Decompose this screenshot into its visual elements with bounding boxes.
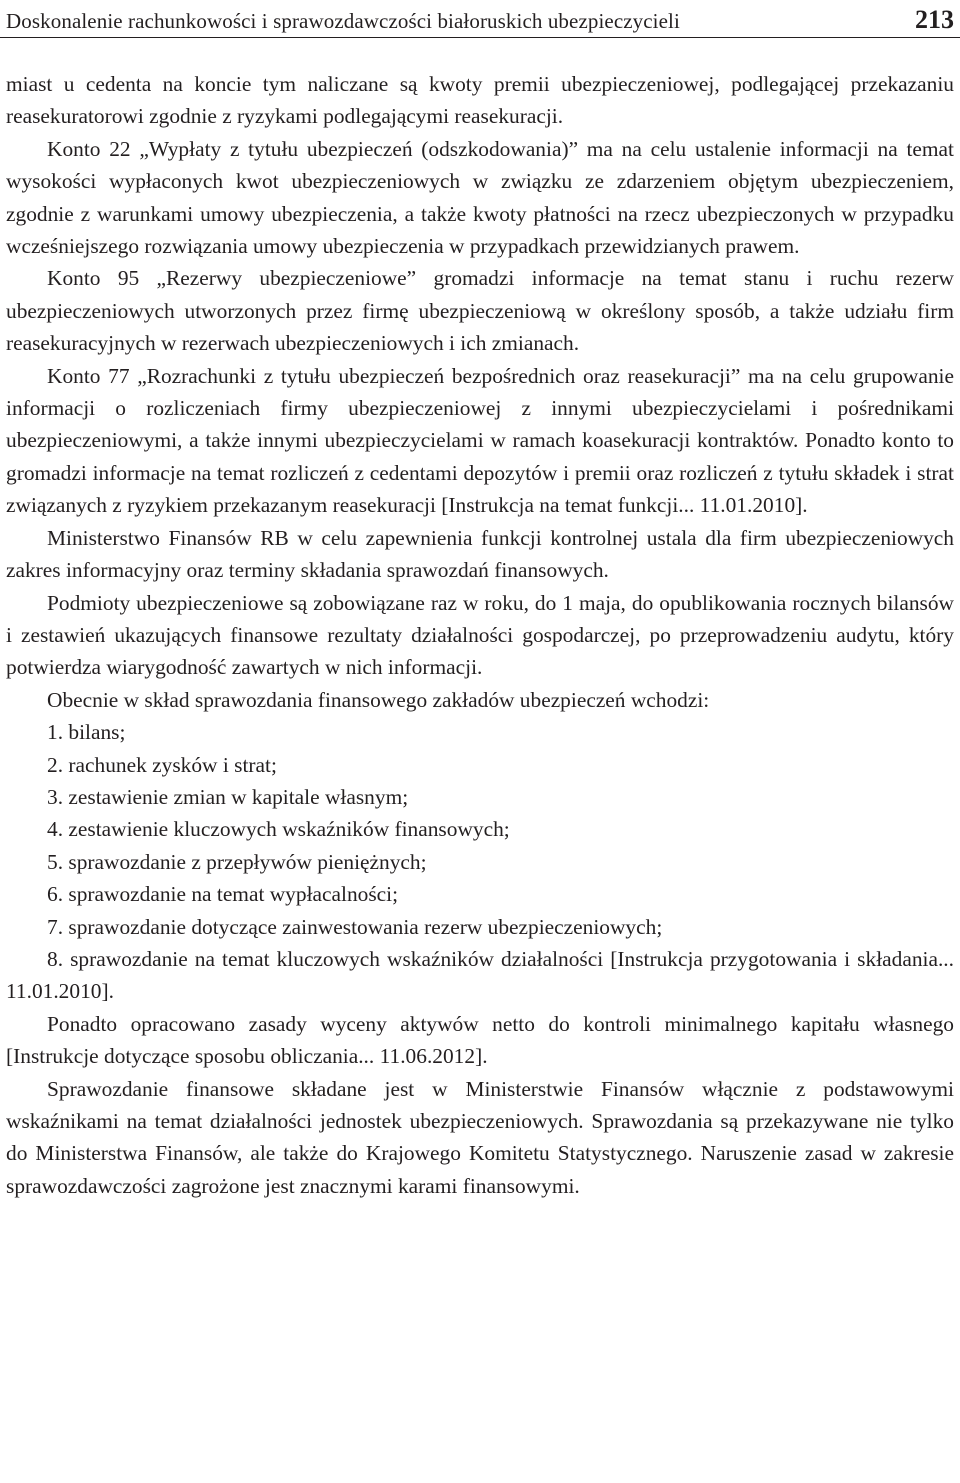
paragraph-ministry: Ministerstwo Finansów RB w celu zapewnienia funkcji kontrolnej ustala dla firm ubezpieczeniowych zakres informacyjny oraz terminy składania sprawozdań finansowych.	[6, 525, 954, 583]
running-header	[0, 0, 960, 38]
paragraph-continuation: miast u cedenta na koncie tym naliczane są kwoty premii ubezpieczeniowej, podlegającej przekazaniu reasekuratorowi zgodnie z ryzykami podlegającymi reasekuracji.	[6, 72, 954, 129]
paragraph-reporting: Sprawozdanie finansowe składane jest w Ministerstwie Finansów włącznie z podstawowymi wskaźnikami na temat działalności jednostek ubezpieczeniowych. Sprawozdania są przekazywane nie tylko do Ministerstwa Finansów, ale także do Krajowego Komitetu Statystycznego. Naruszenie zasad w zakresie sprawozdawczości zagrożone jest znacznymi karami finansowymi.	[6, 1076, 954, 1198]
list-item: 6. sprawozdanie na temat wypłacalności;	[47, 882, 399, 907]
list-item: 7. sprawozdanie dotyczące zainwestowania rezerw ubezpieczeniowych;	[47, 914, 663, 939]
paragraph-konto-77: Konto 77 „Rozrachunki z tytułu ubezpieczeń bezpośrednich oraz reasekuracji” ma na celu grupowanie informacji o rozliczeniach firmy ubezpieczeniowej z innymi ubezpieczycielami i pośrednikami ubezpieczeniowymi, a także innymi ubezpieczycielami w ramach koasekuracji kontraktów. Ponadto konto to gromadzi informacje na temat rozliczeń z cedentami depozytów i premii oraz rozliczeń z tytułu składek i strat związanych z ryzykiem przekazanym reasekuracji [Instrukcja na temat funkcji... 11.01.2010].	[6, 363, 954, 518]
list-item: 1. bilans;	[47, 720, 126, 745]
running-title: Doskonalenie rachunkowości i sprawozdawczości białoruskich ubezpieczycieli	[6, 9, 680, 33]
list-item-8: 8. sprawozdanie na temat kluczowych wskaźników działalności [Instrukcja przygotowania i składania... 11.01.2010].	[6, 946, 954, 1004]
paragraph-obligations: Podmioty ubezpieczeniowe są zobowiązane raz w roku, do 1 maja, do opublikowania rocznych bilansów i zestawień ukazujących finansowe rezultaty działalności gospodarczej, po przeprowadzeniu audytu, który potwierdza wiarygodność zawartych w nich informacji.	[6, 590, 954, 680]
list-item: 2. rachunek zysków i strat;	[47, 752, 277, 777]
list-item: 3. zestawienie zmian w kapitale własnym;	[47, 784, 409, 809]
list-item: 4. zestawienie kluczowych wskaźników finansowych;	[47, 817, 510, 842]
paragraph-konto-95: Konto 95 „Rezerwy ubezpieczeniowe” gromadzi informacje na temat stanu i ruchu rezerw ubezpieczeniowych utworzonych przez firmę ubezpieczeniową w określony sposób, a także udziału firm reasekuracyjnych w rezerwach ubezpieczeniowych i ich zmianach.	[6, 266, 954, 356]
paragraph-list-intro: Obecnie w skład sprawozdania finansowego zakładów ubezpieczeń wchodzi:	[47, 687, 710, 712]
page-number: 213	[915, 5, 954, 34]
paragraph-net-assets: Ponadto opracowano zasady wyceny aktywów netto do kontroli minimalnego kapitału własnego [Instrukcje dotyczące sposobu obliczania... 11.06.2012].	[6, 1011, 954, 1069]
body-text	[6, 68, 954, 1202]
paragraph-konto-22: Konto 22 „Wypłaty z tytułu ubezpieczeń (odszkodowania)” ma na celu ustalenie informacji na temat wysokości wypłaconych kwot ubezpieczeniowych w związku ze zdarzeniem objętym ubezpieczeniem, zgodnie z warunkami umowy ubezpieczenia, a także kwoty płatności na rzecz ubezpieczonych w przypadku wcześniejszego rozwiązania umowy ubezpieczenia w przypadkach przewidzianych prawem.	[6, 136, 954, 259]
list-item: 5. sprawozdanie z przepływów pieniężnych;	[47, 849, 427, 874]
